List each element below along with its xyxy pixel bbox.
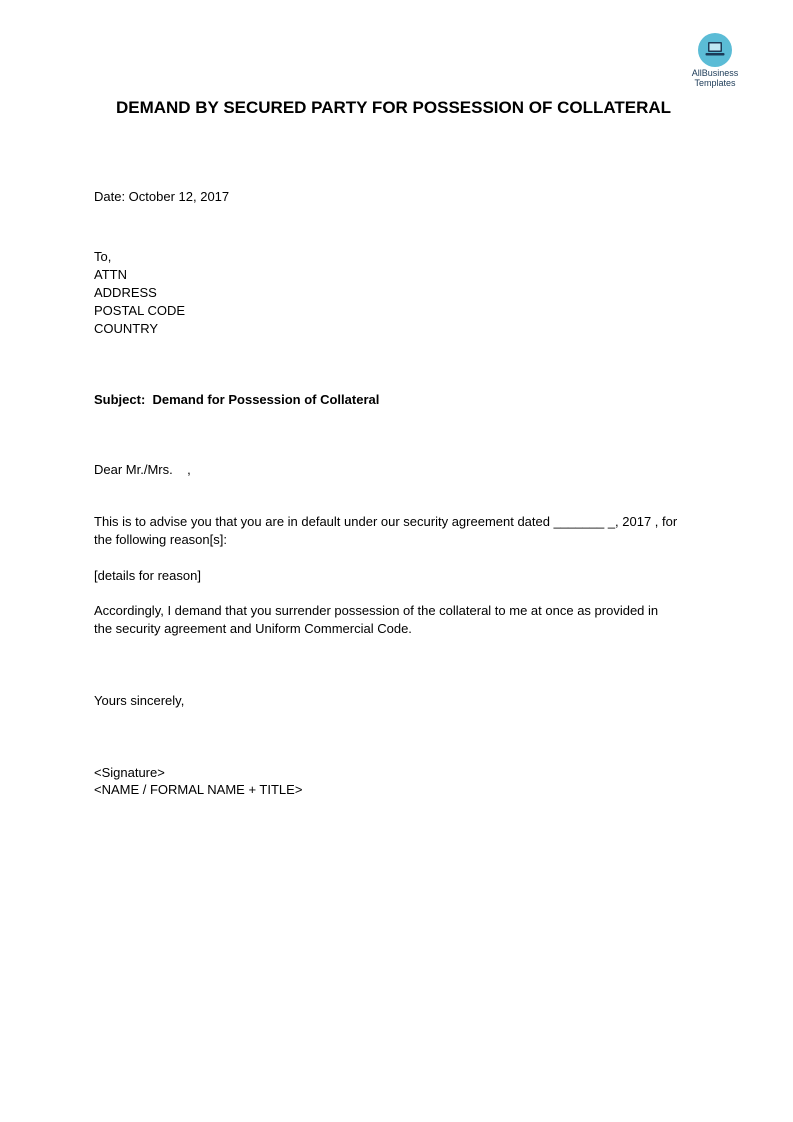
- body-paragraph-1-line-2: the following reason[s]:: [94, 532, 227, 547]
- body-paragraph-2-line-2: the security agreement and Uniform Commercial Code.: [94, 621, 412, 636]
- body-paragraph-1: [94, 513, 699, 549]
- laptop-glyph: [705, 41, 725, 57]
- document-title: DEMAND BY SECURED PARTY FOR POSSESSION OF COLLATERAL: [115, 98, 672, 117]
- logo-line-2: Templates: [694, 78, 736, 88]
- logo-line-1: AllBusiness: [691, 68, 739, 78]
- allbusiness-templates-logo: [688, 33, 742, 88]
- name-title-placeholder: <NAME / FORMAL NAME + TITLE>: [94, 782, 303, 797]
- logo-wordmark: [688, 68, 742, 88]
- letter-date: Date: October 12, 2017: [94, 189, 230, 204]
- recipient-address: ADDRESS: [94, 285, 157, 300]
- recipient-block: [94, 248, 185, 338]
- signature-placeholder: <Signature>: [94, 765, 165, 780]
- letter-salutation: Dear Mr./Mrs. ,: [94, 462, 191, 477]
- recipient-to: To,: [94, 249, 112, 264]
- letter-closing: Yours sincerely,: [94, 693, 185, 708]
- recipient-postal-code: POSTAL CODE: [94, 303, 186, 318]
- laptop-icon: [698, 33, 732, 67]
- body-paragraph-2-line-1: Accordingly, I demand that you surrender possession of the collateral to me at once as provided in: [94, 603, 659, 618]
- reason-details: [details for reason]: [94, 568, 201, 583]
- recipient-attn: ATTN: [94, 267, 127, 282]
- body-paragraph-2: [94, 602, 699, 638]
- body-paragraph-1-line-1: This is to advise you that you are in default under our security agreement dated _______ _, 2017 , for: [94, 514, 678, 529]
- recipient-country: COUNTRY: [94, 321, 159, 336]
- letter-subject: Subject: Demand for Possession of Collateral: [94, 392, 380, 407]
